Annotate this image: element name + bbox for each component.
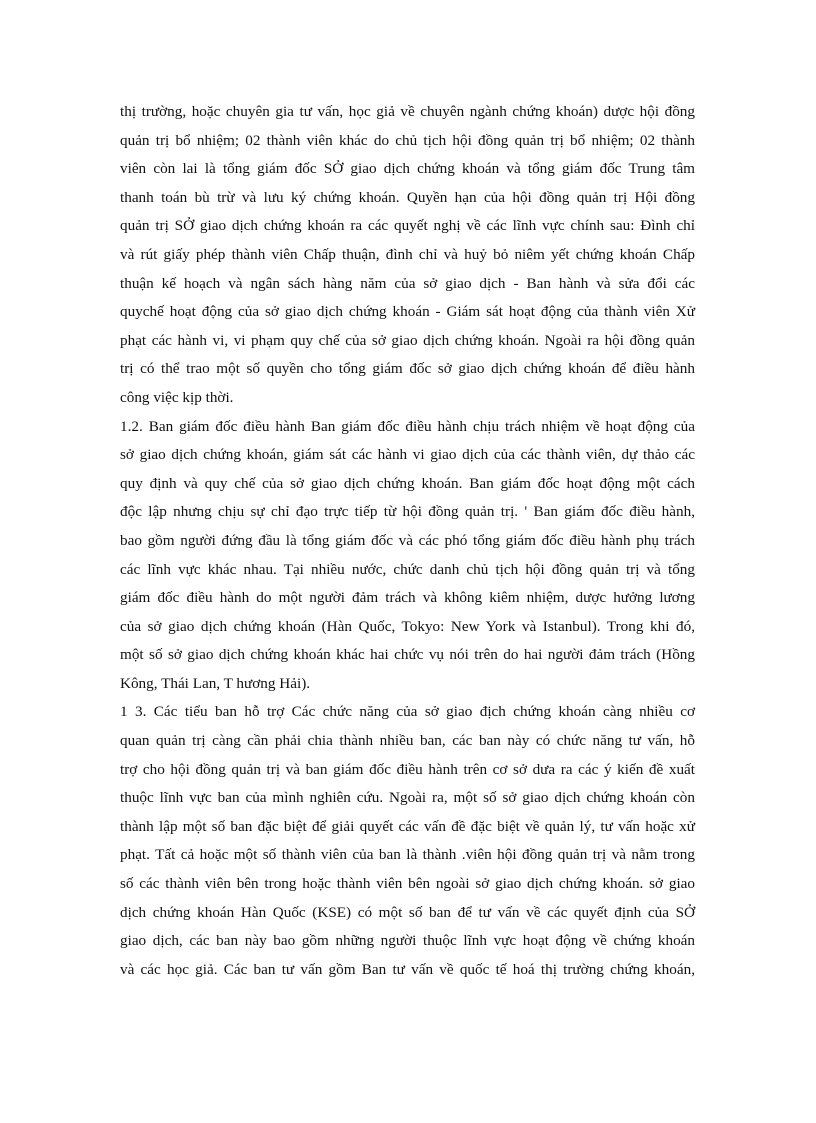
text-line: giám đốc điều hành do một người đảm trách và không kiêm nhiệm, dược hưởng lương (120, 589, 695, 607)
text-line: công việc kịp thời. (120, 388, 234, 406)
text-line: quy định và quy chế của sở giao dịch chứng khoán. Ban giám đốc hoạt động một cách (120, 474, 695, 492)
text-line: các lĩnh vực khác nhau. Tại nhiều nước, chức danh chủ tịch hội đồng quản trị và tổng (120, 560, 695, 578)
text-line: và các học giả. Các ban tư vấn gồm Ban tư vấn về quốc tế hoá thị trường chứng khoán, (120, 960, 695, 978)
text-line: quản trị bổ nhiệm; 02 thành viên khác do chủ tịch hội đồng quản trị bổ nhiệm; 02 thành (120, 131, 695, 149)
text-line: của sở giao dịch chứng khoán (Hàn Quốc, Tokyo: New York và Istanbul). Trong khi đó, (120, 617, 695, 635)
text-line: và rút giấy phép thành viên Chấp thuận, đình chỉ và huỷ bỏ niêm yết chứng khoán Chấp (120, 245, 695, 263)
text-line: thị trường, hoặc chuyên gia tư vấn, học giả về chuyên ngành chứng khoán) dược hội đồng (120, 103, 695, 120)
text-line: 1 3. Các tiểu ban hỗ trợ Các chức năng của sở giao địch chứng khoán càng nhiều cơ (120, 703, 695, 721)
text-line: phạt các hành vi, vi phạm quy chế của sở giao dịch chứng khoán. Ngoài ra hội đồng quản (120, 331, 695, 349)
text-line: Kông, Thái Lan, T hương Hải). (120, 674, 311, 692)
text-line: trợ cho hội đồng quản trị và ban giám đốc điều hành trên cơ sở dưa ra các ý kiến đề xuất (120, 760, 695, 778)
text-line: quychế hoạt động của sở giao dịch chứng khoán - Giám sát hoạt động của thành viên Xử (120, 303, 695, 321)
text-line: sở giao dịch chứng khoán, giám sát các hành vi giao dịch của các thành viên, dự thảo các (120, 446, 695, 464)
text-line: 1.2. Ban giám đốc điều hành Ban giám đốc điều hành chịu trách nhiệm về hoạt động của (120, 417, 695, 435)
text-line: một số sở giao dịch chứng khoán khác hai chức vụ nói trên do hai người đảm trách (Hồng (120, 646, 695, 664)
text-line: viên còn lai là tổng giám đốc SỞ giao dịch chứng khoán và tổng giám đốc Trung tâm (120, 160, 695, 178)
text-line: quản trị SỞ giao dịch chứng khoán ra các quyết nghị về các lĩnh vực chính sau: Đình chỉ (120, 217, 695, 235)
text-line: thuộc lĩnh vực ban của mình nghiên cứu. Ngoài ra, một số sở giao dịch chứng khoán còn (120, 789, 695, 807)
text-line: quan quản trị càng cần phải chia thành nhiều ban, các ban này có chức năng tư vấn, hỗ (120, 732, 695, 750)
text-line: số các thành viên bên trong hoặc thành viên bên ngoài sở giao dịch chứng khoán. sở giao (120, 875, 695, 893)
text-line: trị có thể trao một số quyền cho tổng giám đốc sở giao dịch chứng khoán để điều hành (120, 360, 695, 378)
text-line: thành lập một số ban đặc biệt để giải quyết các vấn đề đặc biệt về quản lý, tư vấn hoặc xử (120, 817, 695, 835)
text-line: thuận kế hoạch và ngân sách hàng năm của sở giao dịch - Ban hành và sửa đổi các (120, 274, 695, 292)
text-line: thanh toán bù trừ và lưu ký chứng khoán. Quyền hạn của hội đồng quản trị Hội đồng (120, 188, 695, 206)
text-line: dịch chứng khoán Hàn Quốc (KSE) có một số ban để tư vấn về các quyết định của SỞ (120, 903, 695, 921)
body-text (120, 98, 695, 984)
text-line: độc lập nhưng chịu sự chỉ đạo trực tiếp từ hội đồng quản trị. ' Ban giám đốc điều hành, (120, 503, 695, 521)
text-line: bao gồm người đứng đầu là tổng giám đốc và các phó tổng giám đốc điều hành phụ trách (120, 531, 695, 549)
text-line: giao dịch, các ban này bao gồm những người thuộc lĩnh vực hoạt động về chứng khoán (120, 932, 695, 950)
text-line: phạt. Tất cả hoặc một số thành viên của ban là thành .viên hội đồng quản trị và nằm trong (120, 846, 695, 864)
